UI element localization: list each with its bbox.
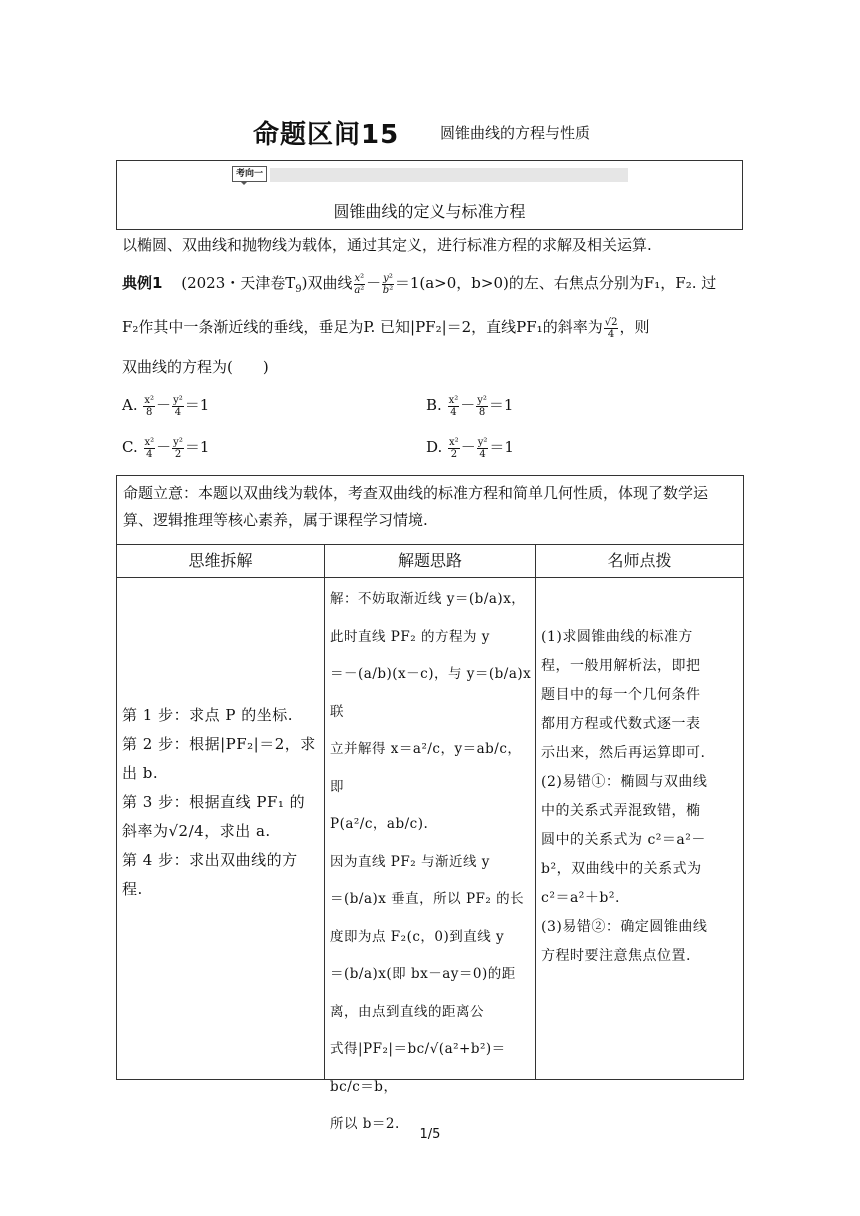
tip-line: (2)易错①：椭圆与双曲线 xyxy=(541,774,708,790)
tip-line: (3)易错②：确定圆锥曲线 xyxy=(541,919,708,935)
intro-text: 以椭圆、双曲线和抛物线为载体，通过其定义，进行标准方程的求解及相关运算. xyxy=(122,236,652,254)
example-line-2: F₂作其中一条渐近线的垂线，垂足为P. 已知|PF₂|＝2，直线PF₁的斜率为 $\frac{√2}{4}$ ，则 xyxy=(122,316,650,340)
tip-line: c²＝a²＋b². xyxy=(541,890,620,906)
tip-line: 中的关系式弄混致错，椭 xyxy=(541,803,701,819)
example-label: 典例1 xyxy=(122,274,163,292)
solution-line: 立并解得 x＝a²/c，y＝ab/c，即 xyxy=(330,741,522,795)
tip-line: 圆中的关系式为 c²＝a²－ xyxy=(541,832,706,848)
step-line: 程. xyxy=(122,880,143,898)
tip-line: 示出来，然后再运算即可. xyxy=(541,745,706,761)
option-c: C. $\frac{\text{x²}}{4}$ － $\frac{\text{y²}}{2}$ ＝1 xyxy=(122,436,210,460)
step-line: 第 2 步：根据|PF₂|＝2，求 xyxy=(122,735,316,753)
example-line-3: 双曲线的方程为( ) xyxy=(122,358,269,376)
solution-line: 因为直线 PF₂ 与渐近线 y xyxy=(330,853,490,870)
solution-column xyxy=(330,581,532,1144)
step-line: 第 1 步：求点 P 的坐标. xyxy=(122,706,293,724)
tip-line: 都用方程或代数式逐一表 xyxy=(541,716,701,732)
tag-pointer-icon xyxy=(240,181,248,185)
section-subtitle: 圆锥曲线的方程与性质 xyxy=(440,124,591,142)
step-line: 斜率为√2/4，求出 a. xyxy=(122,822,271,840)
option-d: D. $\frac{\text{x²}}{2}$ － $\frac{\text{y²}}{4}$ ＝1 xyxy=(426,436,514,460)
solution-line: 离，由点到直线的距离公 xyxy=(330,1003,484,1020)
example-line1-tail: (a>0，b>0)的左、右焦点分别为F₁，F₂. 过 xyxy=(419,274,717,292)
step-line: 第 4 步：求出双曲线的方 xyxy=(122,851,298,869)
direction-box xyxy=(116,160,743,230)
intent-cell: 命题立意：本题以双曲线为载体，考查双曲线的标准方程和简单几何性质，体现了数学运算、逻辑推理等核心素养，属于课程学习情境. xyxy=(116,475,744,545)
example-line-1: 典例1 (2023・天津卷$T_9$)双曲线 $\frac{\text{x²}}{\text{a²}}$ － $\frac{\text{y²}}{\text{b²}}$ ＝1(a>0，b>0)的左、右焦点分别为F₁，F₂. 过 xyxy=(122,272,717,296)
tips-column xyxy=(541,623,741,971)
header-tips: 名师点拨 xyxy=(535,544,744,578)
direction-tag-banner xyxy=(232,166,628,183)
section-title: 命题区间15 xyxy=(253,120,400,150)
tip-line: 方程时要注意焦点位置. xyxy=(541,948,691,964)
column-divider xyxy=(324,577,325,1080)
solution-line: 此时直线 PF₂ 的方程为 y xyxy=(330,628,490,645)
page-header xyxy=(0,112,860,152)
page-number: 1/5 xyxy=(419,1127,441,1142)
tip-line: (1)求圆锥曲线的标准方 xyxy=(541,629,693,645)
column-divider xyxy=(535,577,536,1080)
direction-tag: 考向一 xyxy=(232,166,267,182)
option-a: A. $\frac{\text{x²}}{8}$ － $\frac{\text{y²}}{4}$ ＝1 xyxy=(122,394,210,418)
header-thinking: 思维拆解 xyxy=(116,544,325,578)
solution-line: 度即为点 F₂(c，0)到直线 y xyxy=(330,928,505,945)
step-line: 出 b. xyxy=(122,764,159,782)
solution-line: P(a²/c，ab/c). xyxy=(330,816,429,832)
solution-line: ＝(b/a)x 垂直，所以 PF₂ 的长 xyxy=(330,891,525,907)
step-line: 第 3 步：根据直线 PF₁ 的 xyxy=(122,793,306,811)
solution-line: 解：不妨取渐近线 y＝(b/a)x， xyxy=(330,591,526,607)
example-line2: F₂作其中一条渐近线的垂线，垂足为P. 已知|PF₂|＝2，直线PF₁的斜率为 xyxy=(122,318,603,336)
option-b: B. $\frac{\text{x²}}{4}$ － $\frac{\text{y²}}{8}$ ＝1 xyxy=(426,394,514,418)
tip-line: 程，一般用解析法，即把 xyxy=(541,658,701,674)
tag-bar xyxy=(270,168,628,182)
steps-column xyxy=(122,701,322,904)
tip-line: 题目中的每一个几何条件 xyxy=(541,687,701,703)
header-approach: 解题思路 xyxy=(324,544,536,578)
solution-line: ＝(b/a)x(即 bx－ay＝0)的距 xyxy=(330,966,516,982)
solution-line: 式得|PF₂|＝bc/√(a²+b²)＝bc/c＝b， xyxy=(330,1041,506,1095)
direction-title: 圆锥曲线的定义与标准方程 xyxy=(333,202,526,221)
solution-line: 所以 b＝2. xyxy=(330,1116,400,1132)
tip-line: b²，双曲线中的关系式为 xyxy=(541,861,702,877)
analysis-table xyxy=(116,475,744,1132)
solution-line: ＝－(a/b)(x－c)，与 y＝(b/a)x 联 xyxy=(330,666,532,720)
example-source: (2023・天津卷$T_9$) xyxy=(181,274,308,295)
